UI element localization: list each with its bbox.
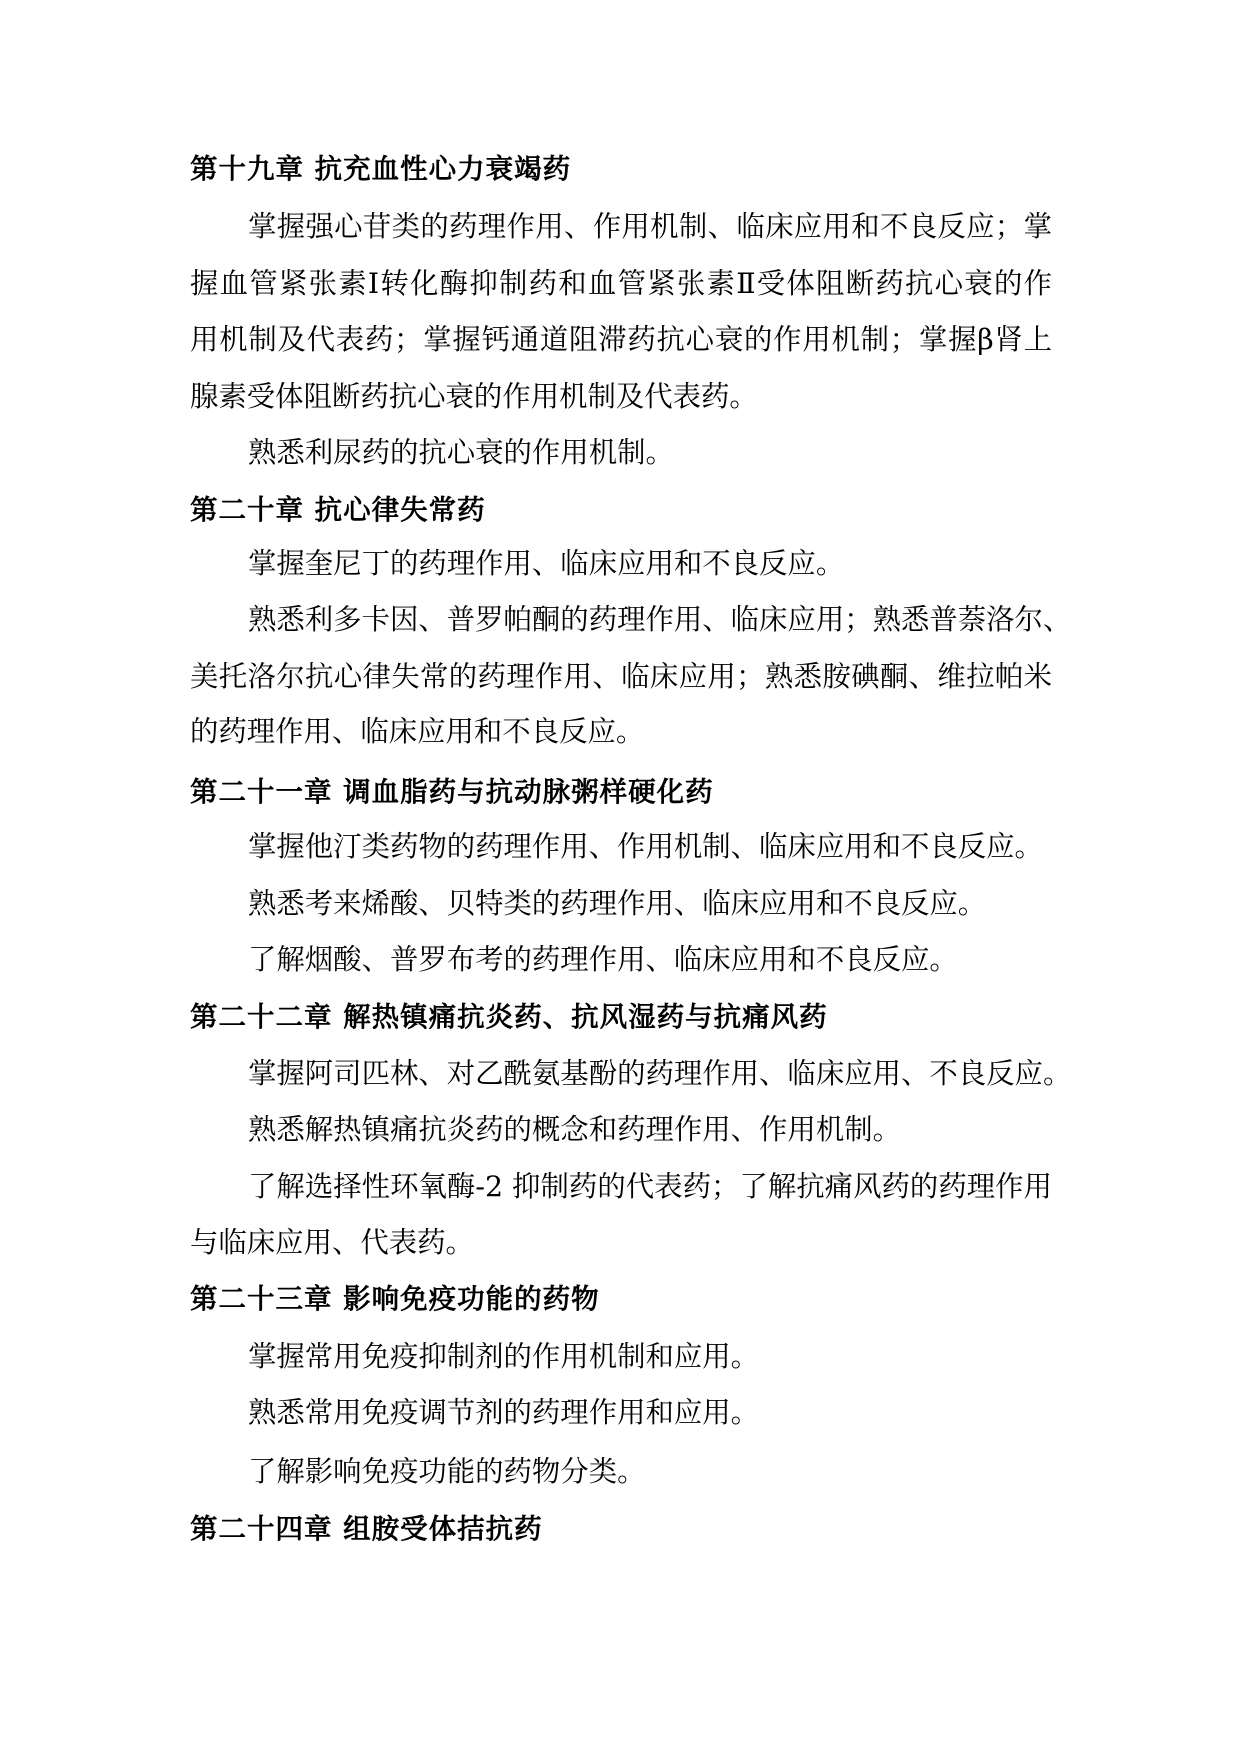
paragraph-line: 掌握阿司匹林、对乙酰氨基酚的药理作用、临床应用、不良反应。 [248, 1057, 1072, 1090]
paragraph-line: 熟悉考来烯酸、贝特类的药理作用、临床应用和不良反应。 [248, 887, 987, 920]
paragraph-line: 熟悉利多卡因、普罗帕酮的药理作用、临床应用；熟悉普萘洛尔、 [248, 603, 1072, 636]
paragraph-line: 掌握奎尼丁的药理作用、临床应用和不良反应。 [248, 547, 845, 580]
paragraph-line: 了解影响免疫功能的药物分类。 [248, 1455, 646, 1488]
paragraph-line: 握血管紧张素Ⅰ转化酶抑制药和血管紧张素Ⅱ受体阻断药抗心衰的作 [190, 267, 1052, 300]
paragraph-line: 掌握他汀类药物的药理作用、作用机制、临床应用和不良反应。 [248, 830, 1043, 863]
paragraph-line: 掌握强心苷类的药理作用、作用机制、临床应用和不良反应；掌 [248, 210, 1052, 243]
chapter-21-heading: 第二十一章 调血脂药与抗动脉粥样硬化药 [190, 776, 714, 808]
chapter-20-heading: 第二十章 抗心律失常药 [190, 494, 486, 526]
paragraph-line: 与临床应用、代表药。 [190, 1226, 474, 1259]
paragraph-line: 美托洛尔抗心律失常的药理作用、临床应用；熟悉胺碘酮、维拉帕米 [190, 660, 1052, 693]
paragraph-line: 的药理作用、临床应用和不良反应。 [190, 715, 645, 748]
paragraph-line: 了解烟酸、普罗布考的药理作用、临床应用和不良反应。 [248, 943, 958, 976]
paragraph-line: 用机制及代表药；掌握钙通道阻滞药抗心衰的作用机制；掌握β肾上 [190, 323, 1052, 356]
chapter-23-heading: 第二十三章 影响免疫功能的药物 [190, 1283, 600, 1315]
paragraph-line: 腺素受体阻断药抗心衰的作用机制及代表药。 [190, 380, 758, 413]
paragraph-line: 熟悉利尿药的抗心衰的作用机制。 [248, 436, 674, 469]
paragraph-line: 掌握常用免疫抑制剂的作用机制和应用。 [248, 1340, 760, 1373]
chapter-19-heading: 第十九章 抗充血性心力衰竭药 [190, 153, 572, 185]
paragraph-line: 熟悉常用免疫调节剂的药理作用和应用。 [248, 1396, 760, 1429]
chapter-22-heading: 第二十二章 解热镇痛抗炎药、抗风湿药与抗痛风药 [190, 1001, 828, 1033]
paragraph-line: 了解选择性环氧酶-2 抑制药的代表药；了解抗痛风药的药理作用 [248, 1170, 1052, 1203]
paragraph-line: 熟悉解热镇痛抗炎药的概念和药理作用、作用机制。 [248, 1113, 901, 1146]
chapter-24-heading: 第二十四章 组胺受体拮抗药 [190, 1513, 543, 1545]
